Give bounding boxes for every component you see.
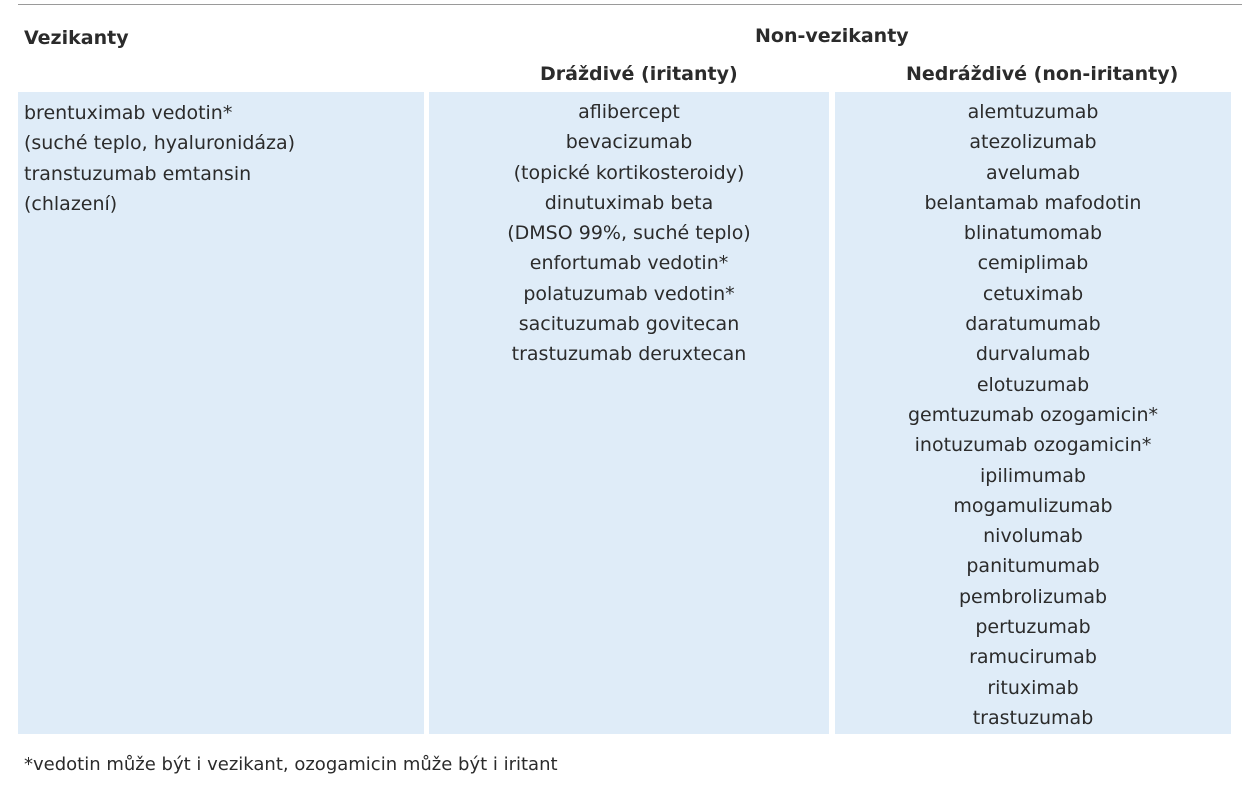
list-item: ipilimumab [980, 464, 1086, 487]
list-item: elotuzumab [976, 373, 1090, 396]
list-item: trastuzumab [972, 706, 1094, 729]
list-item: panitumumab [966, 555, 1100, 578]
list-nedrazdive [835, 92, 1231, 733]
list-item: polatuzumab vedotin* [523, 282, 735, 305]
list-item: sacituzumab govitecan [518, 313, 740, 336]
column-nedrazdive [835, 92, 1231, 734]
list-item: atezolizumab [969, 131, 1097, 154]
list-drazdive [429, 92, 829, 370]
list-item: pertuzumab [975, 616, 1091, 639]
list-item: cetuximab [982, 282, 1084, 305]
list-item: (suché teplo, hyaluronidáza) [24, 132, 296, 155]
list-item: durvalumab [975, 343, 1091, 366]
footnote: *vedotin může být i vezikant, ozogamicin může být i iritant [24, 754, 558, 775]
list-item: transtuzumab emtansin [24, 162, 252, 185]
list-item: enfortumab vedotin* [529, 252, 729, 275]
list-item: cemiplimab [977, 252, 1089, 275]
list-item: avelumab [985, 161, 1081, 184]
list-item: blinatumomab [963, 222, 1103, 245]
top-rule [18, 4, 1242, 5]
list-item: trastuzumab deruxtecan [511, 343, 747, 366]
list-item: rituximab [987, 676, 1079, 699]
header-nedrazdive: Nedráždivé (non-iritanty) [906, 63, 1179, 85]
list-item: belantamab mafodotin [924, 191, 1142, 214]
list-item: (topické kortikosteroidy) [513, 161, 745, 184]
header-non-vezikanty: Non-vezikanty [755, 25, 909, 47]
list-item: bevacizumab [565, 131, 693, 154]
list-item: inotuzumab ozogamicin* [914, 434, 1152, 457]
list-item: gemtuzumab ozogamicin* [908, 403, 1158, 426]
list-item: mogamulizumab [953, 494, 1113, 517]
list-item: alemtuzumab [967, 101, 1099, 123]
list-item: daratumumab [965, 313, 1101, 336]
header-drazdive: Dráždivé (iritanty) [540, 63, 738, 85]
list-item: (DMSO 99%, suché teplo) [507, 222, 751, 245]
list-item: (chlazení) [24, 192, 118, 215]
column-drazdive [429, 92, 829, 734]
list-vezikanty [24, 98, 418, 219]
list-item: ramucirumab [969, 646, 1097, 669]
list-item: pembrolizumab [958, 585, 1108, 608]
header-vezikanty: Vezikanty [24, 27, 129, 49]
list-item: nivolumab [983, 525, 1083, 548]
list-item: brentuximab vedotin* [24, 102, 233, 124]
column-vezikanty [18, 92, 424, 734]
list-item: dinutuximab beta [544, 191, 714, 214]
list-item: aflibercept [578, 101, 680, 123]
